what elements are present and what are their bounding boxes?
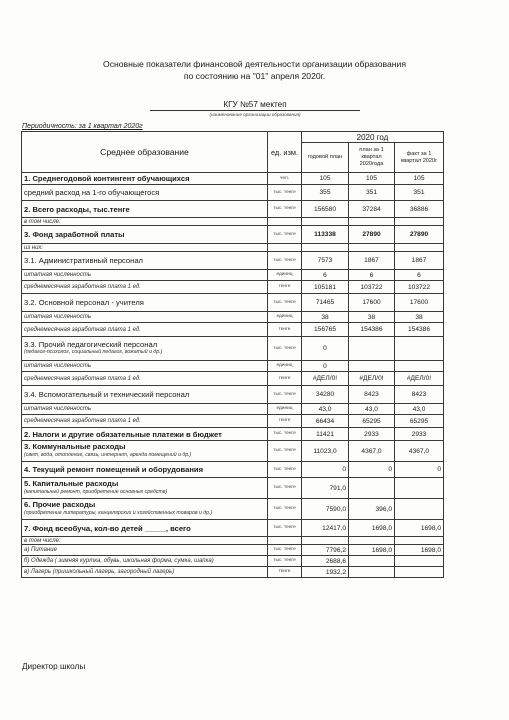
row-title: 2. Налоги и другие обязательные платежи в бюджет (24, 429, 222, 439)
table-row (22, 201, 444, 218)
row-title: 3.2. Основной персонал - учителя (24, 298, 144, 307)
row-name (22, 312, 268, 323)
row-name (22, 281, 268, 294)
table-row (22, 537, 444, 545)
row-unit: единиц (268, 270, 302, 281)
header-year: 2020 год (302, 132, 444, 143)
table-row (22, 567, 444, 578)
row-name (22, 415, 268, 428)
table-row (22, 415, 444, 428)
header-name: Среднее образование (22, 132, 268, 173)
row-title: 5. Капитальные расходы (24, 479, 119, 489)
row-name (22, 361, 268, 372)
row-annual-plan: 0 (302, 462, 349, 478)
row-q1-fact: 17600 (395, 294, 444, 312)
row-annual-plan: 0 (302, 337, 349, 361)
row-annual-plan: 71465 (302, 294, 349, 312)
row-annual-plan: 113338 (302, 226, 349, 244)
row-q1-plan (349, 567, 395, 578)
row-annual-plan: 6 (302, 270, 349, 281)
row-annual-plan: 34280 (302, 386, 349, 404)
row-unit: тенге (268, 323, 302, 337)
organization-hint: (наименование организации образования) (209, 112, 301, 117)
row-title: 3.3. Прочий педагогический персонал (24, 339, 158, 349)
row-q1-fact: 8423 (395, 386, 444, 404)
row-q1-plan: 65295 (349, 415, 395, 428)
table-row (22, 499, 444, 520)
row-subtitle: (свет, вода, отопление, связь, интернет, аренда помещений и др.) (24, 451, 192, 458)
row-title: 3.1. Административный персонал (24, 256, 143, 265)
row-annual-plan: 11023,0 (302, 441, 349, 462)
row-q1-plan: 6 (349, 270, 395, 281)
row-unit: тенге (268, 415, 302, 428)
row-annual-plan: 7573 (302, 252, 349, 270)
row-unit: тенге (268, 567, 302, 578)
row-unit: тыс. тенге (268, 337, 302, 361)
row-q1-fact (395, 567, 444, 578)
row-q1-fact (395, 499, 444, 520)
row-q1-fact (395, 218, 444, 226)
row-name (22, 201, 268, 218)
row-name (22, 428, 268, 441)
row-name (22, 441, 268, 462)
row-title: 3.4. Вспомогательный и технический персонал (24, 390, 190, 399)
row-q1-plan (349, 337, 395, 361)
row-annual-plan: 156580 (302, 201, 349, 218)
row-q1-plan (349, 537, 395, 545)
row-unit: тыс. тенге (268, 545, 302, 556)
row-subtitle: (капитальный ремонт, приобретение основных средств) (24, 488, 168, 495)
row-q1-plan: 351 (349, 185, 395, 201)
row-name (22, 567, 268, 578)
row-unit: чел. (268, 173, 302, 185)
row-q1-fact: 4367,0 (395, 441, 444, 462)
row-unit: тыс. тенге (268, 478, 302, 499)
row-title: среднемесячная заработная плата 1 ед. (24, 284, 141, 290)
table-row (22, 478, 444, 499)
table-row (22, 556, 444, 567)
row-name (22, 404, 268, 415)
row-name (22, 185, 268, 201)
organization-name: КГУ №57 мектеп (150, 100, 360, 111)
row-unit: тыс. тенге (268, 556, 302, 567)
row-annual-plan: #ДЕЛ/0! (302, 372, 349, 386)
row-title: в) Лагерь (пришкольный лагерь, загородный лагерь) (24, 569, 175, 575)
row-unit: тенге (268, 281, 302, 294)
row-unit: тенге (268, 372, 302, 386)
row-q1-fact: 105 (395, 173, 444, 185)
row-unit: тыс. тенге (268, 201, 302, 218)
row-q1-fact (395, 478, 444, 499)
row-name (22, 270, 268, 281)
row-title: 1. Среднегодовой контингент обучающихся (24, 174, 190, 183)
row-name (22, 218, 268, 226)
row-unit: тыс. тенге (268, 441, 302, 462)
row-annual-plan: 38 (302, 312, 349, 323)
row-q1-fact: 1698,0 (395, 545, 444, 556)
row-annual-plan: 7796,2 (302, 545, 349, 556)
row-name (22, 323, 268, 337)
table-row (22, 386, 444, 404)
row-q1-plan (349, 478, 395, 499)
header-q1-plan: план за 1 квартал 2020года (349, 143, 395, 173)
table-row (22, 337, 444, 361)
row-q1-plan (349, 244, 395, 252)
row-q1-plan: 105 (349, 173, 395, 185)
row-unit: тыс. тенге (268, 226, 302, 244)
row-title: 3. Фонд заработной платы (24, 230, 125, 239)
row-q1-plan: 1698,0 (349, 520, 395, 537)
row-q1-plan: 2933 (349, 428, 395, 441)
row-title: 7. Фонд всеобуча, кол-во детей _____, всего (24, 523, 191, 533)
row-annual-plan: 156765 (302, 323, 349, 337)
row-annual-plan: 66434 (302, 415, 349, 428)
row-q1-plan: 8423 (349, 386, 395, 404)
row-name (22, 537, 268, 545)
row-unit: тыс. тенге (268, 185, 302, 201)
row-subtitle: (приобретение литературы, канцелярских и хозяйственных товаров и др.) (24, 509, 213, 516)
row-annual-plan: 7590,0 (302, 499, 349, 520)
table-row (22, 185, 444, 201)
row-q1-plan: 43,0 (349, 404, 395, 415)
row-q1-fact (395, 337, 444, 361)
table-row (22, 520, 444, 537)
row-unit: тыс. тенге (268, 520, 302, 537)
row-annual-plan: 0 (302, 361, 349, 372)
table-row (22, 361, 444, 372)
row-annual-plan (302, 218, 349, 226)
row-q1-fact: 0 (395, 462, 444, 478)
row-q1-plan: 17600 (349, 294, 395, 312)
header-unit: ед. изм. (268, 132, 302, 173)
row-title: штатная численность (24, 272, 92, 278)
row-name (22, 226, 268, 244)
row-title: 6. Прочие расходы (24, 500, 96, 510)
table-row (22, 294, 444, 312)
row-q1-fact: 6 (395, 270, 444, 281)
row-annual-plan: 105 (302, 173, 349, 185)
row-unit: тыс. тенге (268, 386, 302, 404)
row-annual-plan (302, 244, 349, 252)
row-unit (268, 218, 302, 226)
row-unit: единиц (268, 312, 302, 323)
row-q1-fact: 38 (395, 312, 444, 323)
table-row (22, 281, 444, 294)
title-line-2: по состоянию на "01" апреля 2020г. (183, 71, 326, 81)
row-subtitle: (педагог-психолог, социальный педагог, вожатый и др.) (24, 349, 163, 356)
row-q1-fact: 27890 (395, 226, 444, 244)
row-q1-fact: 36886 (395, 201, 444, 218)
document-title (0, 58, 509, 82)
row-name (22, 556, 268, 567)
row-name (22, 462, 268, 478)
row-title: в том числе: (24, 218, 61, 225)
table-row (22, 218, 444, 226)
row-q1-plan: 1867 (349, 252, 395, 270)
row-q1-plan: 154386 (349, 323, 395, 337)
row-title: средний расход на 1-го обучающегося (24, 188, 160, 197)
table-row (22, 226, 444, 244)
row-name (22, 478, 268, 499)
row-name (22, 337, 268, 361)
row-unit (268, 244, 302, 252)
row-q1-fact: 2933 (395, 428, 444, 441)
row-q1-plan: 38 (349, 312, 395, 323)
row-annual-plan: 11421 (302, 428, 349, 441)
table-row (22, 173, 444, 185)
row-title: штатная численность (24, 363, 92, 369)
row-name (22, 294, 268, 312)
row-annual-plan: 12417,0 (302, 520, 349, 537)
row-q1-fact: 1867 (395, 252, 444, 270)
header-annual-plan: годовой план (302, 143, 349, 173)
row-annual-plan (302, 537, 349, 545)
row-title: среднемесячная заработная плата 1 ед. (24, 418, 141, 424)
row-title: а) Питание (24, 547, 57, 553)
row-title: 3. Коммунальные расходы (24, 442, 126, 452)
row-name (22, 386, 268, 404)
row-name (22, 372, 268, 386)
table-row (22, 323, 444, 337)
row-unit: тыс. тенге (268, 294, 302, 312)
row-annual-plan: 2688,6 (302, 556, 349, 567)
row-q1-fact: 351 (395, 185, 444, 201)
row-title: штатная численность (24, 314, 92, 320)
row-title: в том числе: (24, 537, 61, 544)
row-title: штатная численность (24, 406, 92, 412)
row-q1-plan: 396,0 (349, 499, 395, 520)
header-q1-fact: факт за 1 квартал 2020г (395, 143, 444, 173)
row-title: среднемесячная заработная плата 1 ед. (24, 375, 141, 382)
table-row (22, 545, 444, 556)
row-q1-plan (349, 361, 395, 372)
row-q1-plan (349, 556, 395, 567)
table-row (22, 428, 444, 441)
row-unit: тыс. тенге (268, 252, 302, 270)
row-annual-plan: 105181 (302, 281, 349, 294)
row-unit: единиц (268, 404, 302, 415)
row-q1-plan: #ДЕЛ/0! (349, 372, 395, 386)
row-q1-fact: 1698,0 (395, 520, 444, 537)
table-row (22, 312, 444, 323)
row-unit: тыс. тенге (268, 428, 302, 441)
row-q1-plan: 103722 (349, 281, 395, 294)
row-title: среднемесячная заработная плата 1 ед. (24, 326, 141, 333)
table-row (22, 252, 444, 270)
row-unit: тыс. тенге (268, 462, 302, 478)
row-q1-fact (395, 556, 444, 567)
row-name (22, 252, 268, 270)
row-q1-plan: 4367,0 (349, 441, 395, 462)
row-title: 4. Текущий ремонт помещений и оборудования (24, 465, 204, 474)
row-q1-plan: 1698,0 (349, 545, 395, 556)
row-unit: тыс. тенге (268, 499, 302, 520)
row-unit: единиц (268, 361, 302, 372)
row-q1-fact: 43,0 (395, 404, 444, 415)
row-q1-fact (395, 244, 444, 252)
title-line-1: Основные показатели финансовой деятельности организации образования (103, 59, 406, 69)
row-q1-fact: 103722 (395, 281, 444, 294)
row-annual-plan: 1932,2 (302, 567, 349, 578)
table-row (22, 270, 444, 281)
director-signature-label: Директор школы (22, 662, 86, 671)
row-q1-fact (395, 361, 444, 372)
row-unit (268, 537, 302, 545)
row-annual-plan: 355 (302, 185, 349, 201)
row-q1-fact: #ДЕЛ/0! (395, 372, 444, 386)
row-name (22, 545, 268, 556)
row-name (22, 173, 268, 185)
row-annual-plan: 791,0 (302, 478, 349, 499)
row-name (22, 499, 268, 520)
periodicity: Периодичность: за 1 квартал 2020г (22, 123, 143, 130)
row-q1-plan (349, 218, 395, 226)
row-title: б) Одежда ( зимняя куртка, обувь, школьная форма, сумка, шапка) (24, 558, 214, 564)
row-name (22, 520, 268, 537)
row-title: 2. Всего расходы, тыс.тенге (24, 204, 130, 214)
row-name (22, 244, 268, 252)
row-title: из них: (24, 244, 44, 251)
financial-table (21, 131, 444, 578)
row-q1-plan: 37284 (349, 201, 395, 218)
row-q1-plan: 27890 (349, 226, 395, 244)
table-row (22, 462, 444, 478)
row-q1-fact: 65295 (395, 415, 444, 428)
row-q1-fact: 154386 (395, 323, 444, 337)
table-row (22, 372, 444, 386)
table-row (22, 244, 444, 252)
row-annual-plan: 43,0 (302, 404, 349, 415)
row-q1-fact (395, 537, 444, 545)
table-row (22, 441, 444, 462)
row-q1-plan: 0 (349, 462, 395, 478)
table-row (22, 404, 444, 415)
